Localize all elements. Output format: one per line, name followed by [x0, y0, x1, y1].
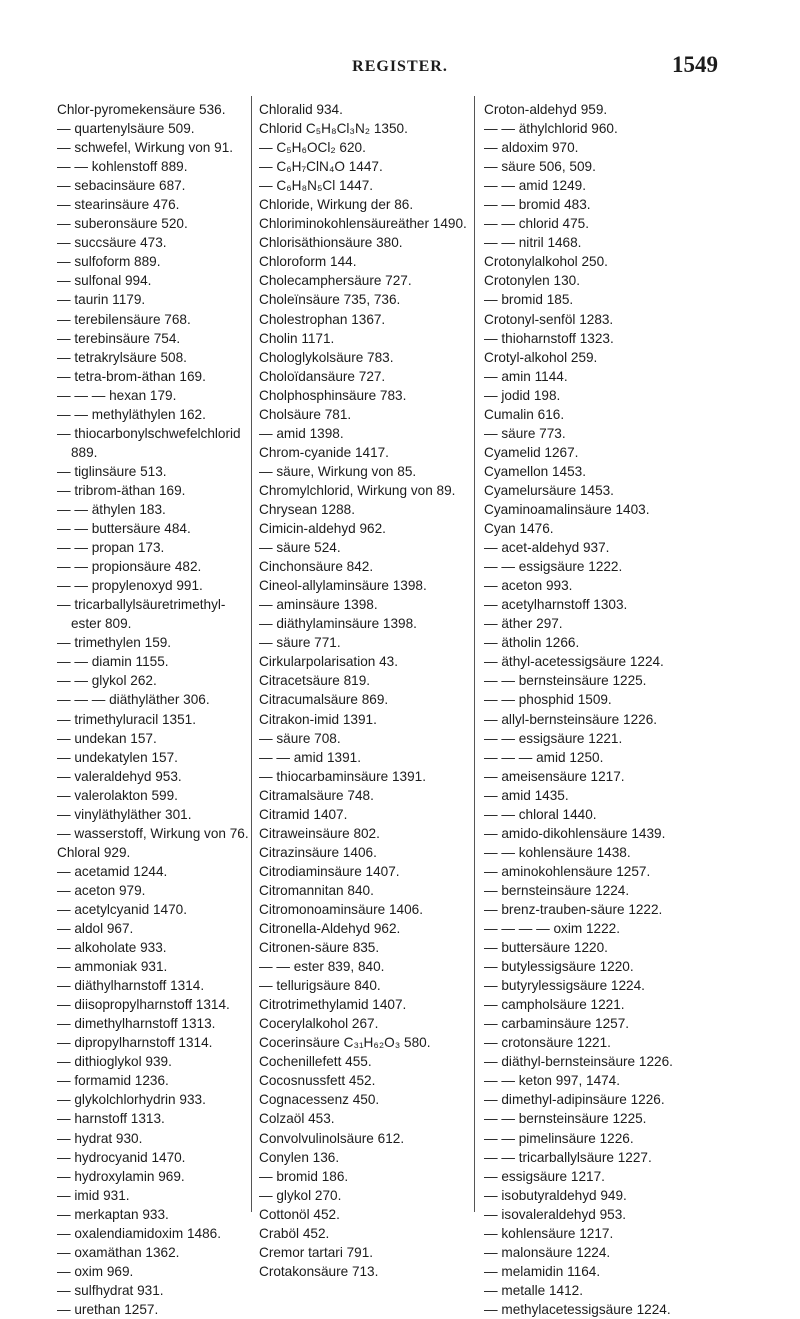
index-entry: — dimethyl-adipinsäure 1226. — [484, 1092, 665, 1108]
index-entry: — — bernsteinsäure 1225. — [484, 673, 647, 689]
index-entry: Cholphosphinsäure 783. — [259, 387, 407, 403]
index-entry: Cocerinsäure C₃₁H₆₂O₃ 580. — [259, 1035, 431, 1051]
index-entry: — — bernsteinsäure 1225. — [484, 1111, 647, 1127]
index-entry: — brenz-trauben-säure 1222. — [484, 901, 663, 917]
index-entry: — trimethyluracil 1351. — [57, 711, 197, 727]
index-entry: — wasserstoff, Wirkung von 76. — [57, 825, 249, 841]
index-entry: — thiocarbonylschwefelchlorid 889. — [57, 425, 241, 460]
index-entry: — aceton 993. — [484, 578, 573, 594]
index-entry: — isobutyraldehyd 949. — [484, 1187, 627, 1203]
index-entry: Crotakonsäure 713. — [259, 1263, 379, 1279]
index-entry: — bromid 185. — [484, 292, 574, 308]
index-entry: — bernsteinsäure 1224. — [484, 882, 630, 898]
page-title: REGISTER. — [352, 58, 448, 75]
index-entry: — sebacinsäure 687. — [57, 178, 186, 194]
index-entry: Citrodiaminsäure 1407. — [259, 863, 400, 879]
index-entry: — succsäure 473. — [57, 235, 167, 251]
index-entry: — butyrylessigsäure 1224. — [484, 978, 645, 994]
index-entry: — dithioglykol 939. — [57, 1054, 172, 1070]
index-entry: — alkoholate 933. — [57, 940, 167, 956]
index-entry: — säure 524. — [259, 540, 341, 556]
index-entry: — — diamin 1155. — [57, 654, 169, 670]
index-entry: — — nitril 1468. — [484, 235, 582, 251]
index-entry: — oxim 969. — [57, 1263, 134, 1279]
index-entry: Chloroform 144. — [259, 254, 357, 270]
index-entry: — valerolakton 599. — [57, 787, 178, 803]
index-entry: — C₆H₈N₅Cl 1447. — [259, 178, 374, 194]
index-entry: Crotonylalkohol 250. — [484, 254, 608, 270]
index-entry: — merkaptan 933. — [57, 1206, 169, 1222]
index-entry: — acetylharnstoff 1303. — [484, 597, 628, 613]
index-entry: Cocerylalkohol 267. — [259, 1016, 379, 1032]
index-entry: — — methyläthylen 162. — [57, 406, 206, 422]
index-entry: — malonsäure 1224. — [484, 1244, 611, 1260]
index-entry: — äther 297. — [484, 616, 563, 632]
index-entry: — aminokohlensäure 1257. — [484, 863, 651, 879]
index-entry: Convolvulinolsäure 612. — [259, 1130, 405, 1146]
index-entry: Cyan 1476. — [484, 521, 554, 537]
index-entry: — terebinsäure 754. — [57, 330, 181, 346]
index-entry: — formamid 1236. — [57, 1073, 169, 1089]
index-entry: Citronella-Aldehyd 962. — [259, 921, 401, 937]
index-entry: — vinyläthyläther 301. — [57, 806, 192, 822]
index-entry: Cirkularpolarisation 43. — [259, 654, 399, 670]
index-entry: — diäthylaminsäure 1398. — [259, 616, 417, 632]
index-entry: Cimicin-aldehyd 962. — [259, 521, 386, 537]
index-entry: — sulfonal 994. — [57, 273, 152, 289]
index-entry: — metalle 1412. — [484, 1282, 583, 1298]
index-entry: Cocosnussfett 452. — [259, 1073, 376, 1089]
index-entry: — crotonsäure 1221. — [484, 1035, 611, 1051]
index-entry: — carbaminsäure 1257. — [484, 1016, 630, 1032]
index-entry: Chloralid 934. — [259, 102, 343, 117]
index-entry: — säure 708. — [259, 730, 341, 746]
index-entry: — — essigsäure 1222. — [484, 559, 623, 575]
index-entry: Cottonöl 452. — [259, 1206, 340, 1222]
index-entry: — — kohlenstoff 889. — [57, 159, 188, 175]
index-entry: — isovaleraldehyd 953. — [484, 1206, 627, 1222]
index-entry: — — buttersäure 484. — [57, 521, 191, 537]
index-entry: — — — hexan 179. — [57, 387, 177, 403]
index-entry: — — chlorid 475. — [484, 216, 590, 232]
index-entry: Citramalsäure 748. — [259, 787, 374, 803]
index-entry: Craböl 452. — [259, 1225, 330, 1241]
index-entry: — äthyl-acetessigsäure 1224. — [484, 654, 664, 670]
index-entry: — essigsäure 1217. — [484, 1168, 605, 1184]
index-entry: Citromonoaminsäure 1406. — [259, 901, 423, 917]
index-entry: — — propylenoxyd 991. — [57, 578, 203, 594]
index-entry: Cyamellon 1453. — [484, 463, 587, 479]
index-entry: — harnstoff 1313. — [57, 1111, 165, 1127]
index-entry: Citromannitan 840. — [259, 882, 374, 898]
index-entry: — undekan 157. — [57, 730, 157, 746]
index-entry: — aldoxim 970. — [484, 140, 579, 156]
index-entry: — stearinsäure 476. — [57, 197, 180, 213]
index-entry: — ätholin 1266. — [484, 635, 580, 651]
index-entry: Citrakon-imid 1391. — [259, 711, 377, 727]
index-entry: — säure 506, 509. — [484, 159, 596, 175]
index-entry: — diäthyl-bernsteinsäure 1226. — [484, 1054, 673, 1070]
index-entry: Cognacessenz 450. — [259, 1092, 380, 1108]
index-entry: — — amid 1249. — [484, 178, 586, 194]
index-entry: Choloïdansäure 727. — [259, 368, 386, 384]
index-entry: — hydroxylamin 969. — [57, 1168, 185, 1184]
index-entry: — melamidin 1164. — [484, 1263, 601, 1279]
index-entry: — ammoniak 931. — [57, 959, 168, 975]
index-entry: — — ester 839, 840. — [259, 959, 385, 975]
index-entry: — C₆H₇ClN₄O 1447. — [259, 159, 383, 175]
index-entry: Cholecamphersäure 727. — [259, 273, 412, 289]
index-entry: Chlor-pyromekensäure 536. — [57, 102, 226, 117]
index-entry: — thioharnstoff 1323. — [484, 330, 614, 346]
index-entry: Chlorid C₅H₈Cl₃N₂ 1350. — [259, 121, 408, 137]
index-entry: — C₅H₆OCl₂ 620. — [259, 140, 366, 156]
index-entry: Chromylchlorid, Wirkung von 89. — [259, 482, 456, 498]
index-entry: — — amid 1391. — [259, 749, 361, 765]
index-entry: — — bromid 483. — [484, 197, 591, 213]
index-entry: — ameisensäure 1217. — [484, 768, 625, 784]
index-entry: Citracumalsäure 869. — [259, 692, 389, 708]
page-number: 1549 — [672, 52, 718, 77]
index-entry: Chloriminokohlensäureäther 1490. — [259, 216, 467, 232]
column-divider — [251, 96, 252, 1212]
index-entry: — amido-dikohlensäure 1439. — [484, 825, 666, 841]
index-entry: — — propionsäure 482. — [57, 559, 202, 575]
index-entry: Cholsäure 781. — [259, 406, 352, 422]
index-entry: Cyamelid 1267. — [484, 444, 579, 460]
index-entry: Citronen-säure 835. — [259, 940, 380, 956]
index-entry: — hydrat 930. — [57, 1130, 143, 1146]
index-entry: Cineol-allylaminsäure 1398. — [259, 578, 427, 594]
index-entry: — kohlensäure 1217. — [484, 1225, 614, 1241]
index-entry: Crotonyl-senföl 1283. — [484, 311, 614, 327]
index-entry: Cumalin 616. — [484, 406, 565, 422]
index-entry: — urethan 1257. — [57, 1301, 159, 1317]
index-entry: — valeraldehyd 953. — [57, 768, 182, 784]
index-entry: Cyaminoamalinsäure 1403. — [484, 501, 650, 517]
index-entry: Colzaöl 453. — [259, 1111, 335, 1127]
index-entry: Citraweinsäure 802. — [259, 825, 380, 841]
index-entry: Croton-aldehyd 959. — [484, 102, 608, 117]
index-entry: Crotyl-alkohol 259. — [484, 349, 598, 365]
index-entry: Choleïnsäure 735, 736. — [259, 292, 401, 308]
index-entry: — — pimelinsäure 1226. — [484, 1130, 634, 1146]
index-entry: — terebilensäure 768. — [57, 311, 191, 327]
index-entry: — quartenylsäure 509. — [57, 121, 195, 137]
index-entry: Cinchonsäure 842. — [259, 559, 374, 575]
index-entry: — — phosphid 1509. — [484, 692, 612, 708]
index-entry: — — äthylen 183. — [57, 501, 166, 517]
index-entry: — oxalendiamidoxim 1486. — [57, 1225, 221, 1241]
index-entry: — glykolchlorhydrin 933. — [57, 1092, 206, 1108]
index-entry: Citramid 1407. — [259, 806, 348, 822]
index-entry: — aminsäure 1398. — [259, 597, 378, 613]
index-entry: — — äthylchlorid 960. — [484, 121, 618, 137]
index-entry: — glykol 270. — [259, 1187, 342, 1203]
index-entry: — undekatylen 157. — [57, 749, 178, 765]
index-entry: Conylen 136. — [259, 1149, 340, 1165]
index-entry: Chlorisäthionsäure 380. — [259, 235, 403, 251]
index-entry: — tetra-brom-äthan 169. — [57, 368, 206, 384]
index-entry: — taurin 1179. — [57, 292, 146, 308]
index-entry: — thiocarbaminsäure 1391. — [259, 768, 426, 784]
index-entry: — jodid 198. — [484, 387, 561, 403]
column-divider — [474, 96, 475, 1212]
index-entry: — methylacetessigsäure 1224. — [484, 1301, 671, 1317]
index-entry: — dimethylharnstoff 1313. — [57, 1016, 216, 1032]
index-entry: — — chloral 1440. — [484, 806, 597, 822]
index-entry: — — glykol 262. — [57, 673, 157, 689]
index-entry: — — kohlensäure 1438. — [484, 844, 631, 860]
index-entry: Cremor tartari 791. — [259, 1244, 374, 1260]
index-entry: — imid 931. — [57, 1187, 130, 1203]
index-entry: Chloral 929. — [57, 844, 131, 860]
index-column-1 — [57, 100, 247, 1319]
index-entry: — aceton 979. — [57, 882, 146, 898]
index-entry: — aldol 967. — [57, 921, 134, 937]
index-entry: Citracetsäure 819. — [259, 673, 371, 689]
index-entry: — — propan 173. — [57, 540, 165, 556]
index-entry: — amin 1144. — [484, 368, 568, 384]
index-entry: — dipropylharnstoff 1314. — [57, 1035, 213, 1051]
index-entry: — amid 1398. — [259, 425, 344, 441]
index-entry: Citrotrimethylamid 1407. — [259, 997, 407, 1013]
index-entry: Citrazinsäure 1406. — [259, 844, 377, 860]
index-entry: Cochenillefett 455. — [259, 1054, 372, 1070]
index-entry: — tiglinsäure 513. — [57, 463, 167, 479]
index-entry: — diisopropylharnstoff 1314. — [57, 997, 230, 1013]
index-entry: — tellurigsäure 840. — [259, 978, 381, 994]
index-column-2 — [259, 100, 469, 1281]
index-entry: — säure 773. — [484, 425, 566, 441]
index-entry: — campholsäure 1221. — [484, 997, 625, 1013]
index-entry: Chrysean 1288. — [259, 501, 355, 517]
index-entry: — tricarballylsäuretrimethyl-ester 809. — [57, 597, 226, 632]
index-entry: — sulfhydrat 931. — [57, 1282, 164, 1298]
index-entry: — — keton 997, 1474. — [484, 1073, 621, 1089]
index-entry: — acetylcyanid 1470. — [57, 901, 187, 917]
index-entry: — hydrocyanid 1470. — [57, 1149, 186, 1165]
index-entry: Chrom-cyanide 1417. — [259, 444, 389, 460]
index-entry: Crotonylen 130. — [484, 273, 580, 289]
index-entry: — tetrakrylsäure 508. — [57, 349, 187, 365]
index-entry: — — tricarballylsäure 1227. — [484, 1149, 652, 1165]
index-entry: — — — diäthyläther 306. — [57, 692, 210, 708]
index-entry: — schwefel, Wirkung von 91. — [57, 140, 234, 156]
index-entry: — säure, Wirkung von 85. — [259, 463, 417, 479]
index-entry: — — — amid 1250. — [484, 749, 604, 765]
index-entry: — suberonsäure 520. — [57, 216, 188, 232]
index-entry: — bromid 186. — [259, 1168, 349, 1184]
index-entry: — diäthylharnstoff 1314. — [57, 978, 205, 994]
index-entry: — buttersäure 1220. — [484, 940, 608, 956]
index-entry: — säure 771. — [259, 635, 341, 651]
index-entry: — — — — oxim 1222. — [484, 921, 620, 937]
index-entry: Cholestrophan 1367. — [259, 311, 386, 327]
index-entry: — tribrom-äthan 169. — [57, 482, 186, 498]
index-entry: — allyl-bernsteinsäure 1226. — [484, 711, 658, 727]
index-entry: — oxamäthan 1362. — [57, 1244, 180, 1260]
index-entry: — trimethylen 159. — [57, 635, 172, 651]
index-entry: Chloride, Wirkung der 86. — [259, 197, 414, 213]
index-entry: — butylessigsäure 1220. — [484, 959, 634, 975]
index-entry: Cholin 1171. — [259, 330, 335, 346]
index-entry: Chologlykolsäure 783. — [259, 349, 394, 365]
index-entry: — amid 1435. — [484, 787, 569, 803]
index-entry: — acet-aldehyd 937. — [484, 540, 610, 556]
index-entry: — — essigsäure 1221. — [484, 730, 623, 746]
index-entry: — acetamid 1244. — [57, 863, 168, 879]
index-column-3 — [484, 100, 759, 1319]
index-entry: — sulfoform 889. — [57, 254, 161, 270]
index-entry: Cyamelursäure 1453. — [484, 482, 614, 498]
